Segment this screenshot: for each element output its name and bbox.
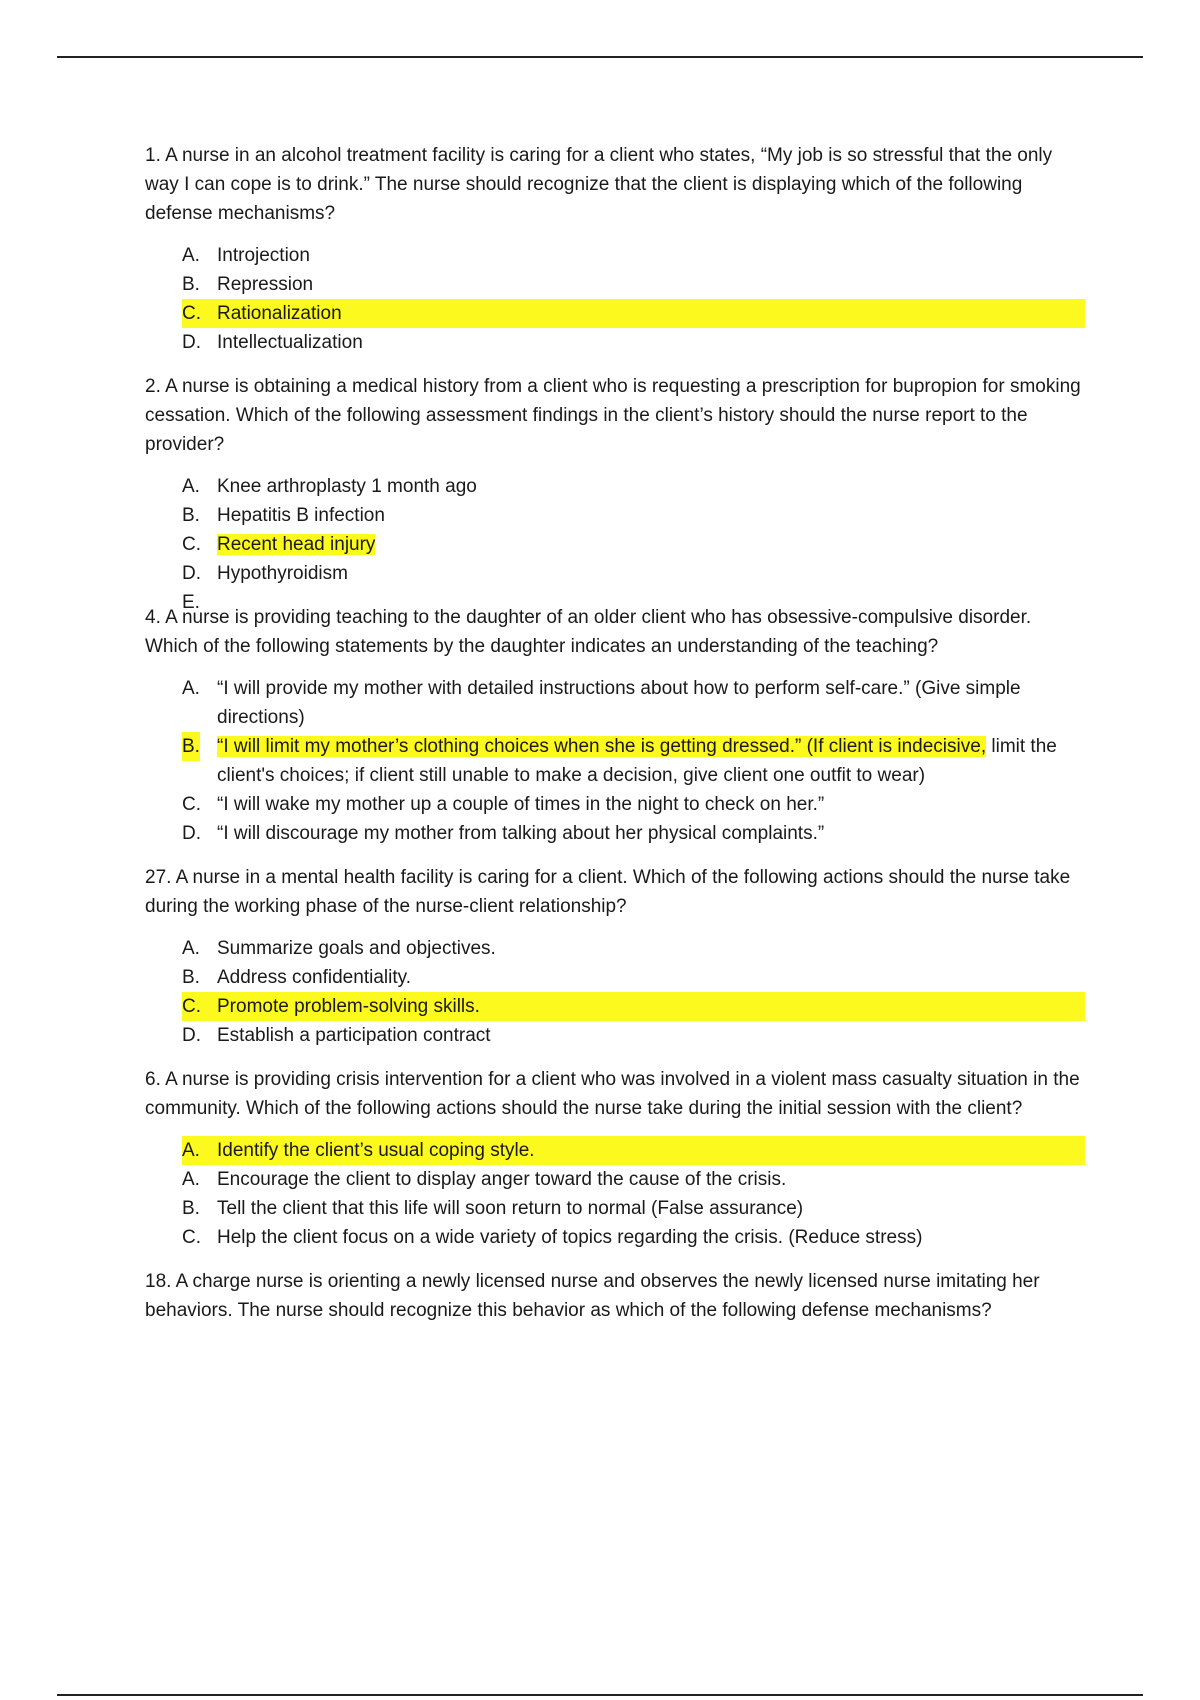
option-letter: E.: [182, 592, 200, 613]
option-text: “I will provide my mother with detailed instructions about how to perform self-care.” (Give simple directions): [217, 678, 1021, 728]
option-letter: A.: [182, 1169, 200, 1190]
option-letter: D.: [182, 1025, 201, 1046]
answer-option-highlighted: [182, 530, 1085, 559]
option-letter: C.: [182, 1227, 201, 1248]
option-text: Knee arthroplasty 1 month ago: [217, 476, 477, 497]
option-letter: B.: [182, 505, 200, 526]
answer-option: [182, 934, 1085, 963]
option-letter: C.: [182, 794, 201, 815]
answer-option: [182, 1165, 1085, 1194]
answer-option: [182, 1223, 1085, 1252]
answer-option: [182, 819, 1085, 848]
option-letter: C.: [182, 992, 201, 1021]
answer-option-highlighted: [182, 299, 1085, 328]
option-text: Address confidentiality.: [217, 967, 411, 988]
option-letter: C.: [182, 534, 201, 555]
option-text: Encourage the client to display anger toward the cause of the crisis.: [217, 1169, 787, 1190]
option-text: “I will wake my mother up a couple of times in the night to check on her.”: [217, 794, 825, 815]
option-list: [182, 241, 1085, 357]
option-text: Rationalization: [217, 303, 342, 324]
header-rule: [57, 56, 1143, 58]
option-text: Hepatitis B infection: [217, 505, 385, 526]
option-letter: A.: [182, 1136, 200, 1165]
question-text: 4. A nurse is providing teaching to the daughter of an older client who has obsessive-compulsive disorder. Which of the following statements by the daughter indicates an understanding of the teaching?: [145, 607, 1032, 657]
answer-option: [182, 1194, 1085, 1223]
option-list: [182, 674, 1085, 848]
answer-option: [182, 674, 1085, 732]
answer-option: [182, 328, 1085, 357]
answer-option: [182, 1021, 1085, 1050]
option-text: Repression: [217, 274, 314, 295]
option-text: Introjection: [217, 245, 310, 266]
option-letter: C.: [182, 299, 201, 328]
answer-option: [182, 270, 1085, 299]
option-list: [182, 1136, 1085, 1252]
option-letter: B.: [182, 732, 200, 761]
question-text: 1. A nurse in an alcohol treatment facility is caring for a client who states, “My job is so stressful that the only way I can cope is to drink.” The nurse should recognize that the client is displaying which of the following defense mechanisms?: [145, 145, 1053, 224]
document-body: [145, 141, 1085, 1325]
option-text: Establish a participation contract: [217, 1025, 491, 1046]
option-text: Identify the client’s usual coping style.: [217, 1140, 535, 1161]
option-list: [182, 472, 1085, 613]
option-letter: A.: [182, 938, 200, 959]
question-text: 27. A nurse in a mental health facility is caring for a client. Which of the following actions should the nurse take during the working phase of the nurse-client relationship?: [145, 867, 1071, 917]
option-text: Help the client focus on a wide variety of topics regarding the crisis. (Reduce stress): [217, 1227, 923, 1248]
option-text: Promote problem-solving skills.: [217, 996, 480, 1017]
option-letter: D.: [182, 823, 201, 844]
question-text: 18. A charge nurse is orienting a newly licensed nurse and observes the newly licensed nurse imitating her behaviors. The nurse should recognize this behavior as which of the following defense mechanisms?: [145, 1271, 1040, 1321]
answer-option: [182, 790, 1085, 819]
option-letter: D.: [182, 332, 201, 353]
answer-option: [182, 963, 1085, 992]
option-letter: D.: [182, 563, 201, 584]
option-text: “I will limit my mother’s clothing choices when she is getting dressed.” (If client is indecisive,: [217, 736, 987, 757]
option-list: [182, 934, 1085, 1050]
answer-option-highlighted: [182, 1136, 1085, 1165]
answer-option-highlighted: [182, 732, 1085, 790]
answer-option: [182, 472, 1085, 501]
option-note: limit the client's choices; if client still unable to make a decision, give client one outfit to wear): [217, 736, 1057, 786]
option-letter: A.: [182, 476, 200, 497]
question-text: 6. A nurse is providing crisis intervention for a client who was involved in a violent mass casualty situation in the community. Which of the following actions should the nurse take during the initial session with the client?: [145, 1069, 1080, 1119]
option-text: Recent head injury: [217, 534, 376, 555]
question-text: 2. A nurse is obtaining a medical history from a client who is requesting a prescription for bupropion for smoking cessation. Which of the following assessment findings in the client’s history should the nurse report to the provider?: [145, 376, 1081, 455]
answer-option-highlighted: [182, 992, 1085, 1021]
footer-rule: [57, 1694, 1143, 1696]
option-text: Hypothyroidism: [217, 563, 348, 584]
answer-option: [182, 501, 1085, 530]
option-text: Intellectualization: [217, 332, 363, 353]
option-text: “I will discourage my mother from talking about her physical complaints.”: [217, 823, 825, 844]
option-letter: A.: [182, 678, 200, 699]
option-letter: B.: [182, 967, 200, 988]
option-text: Tell the client that this life will soon return to normal (False assurance): [217, 1198, 804, 1219]
option-letter: B.: [182, 274, 200, 295]
option-text: Summarize goals and objectives.: [217, 938, 496, 959]
answer-option: [182, 559, 1085, 588]
answer-option: [182, 241, 1085, 270]
option-letter: B.: [182, 1198, 200, 1219]
option-letter: A.: [182, 245, 200, 266]
